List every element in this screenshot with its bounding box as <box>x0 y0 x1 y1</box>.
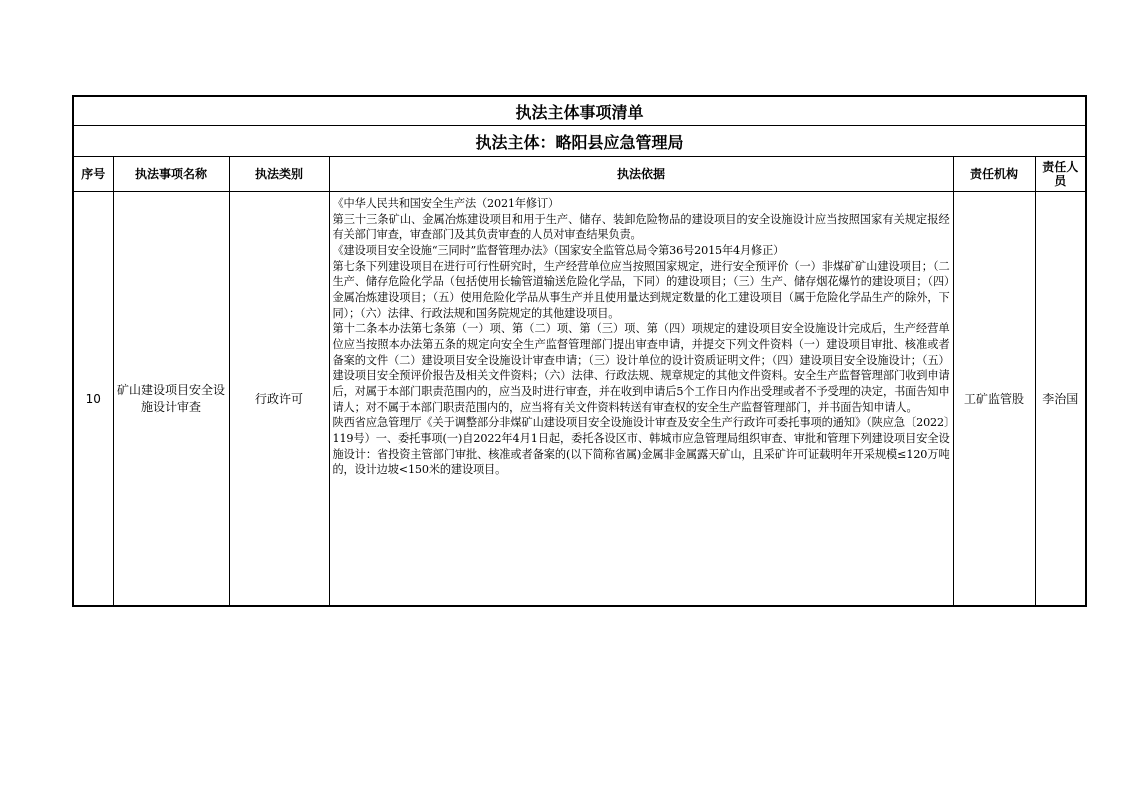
row-basis <box>329 192 953 607</box>
basis-paragraph: 第七条下列建设项目在进行可行性研究时，生产经营单位应当按照国家规定，进行安全预评价（一）非煤矿矿山建设项目；（二生产、储存危险化学品（包括使用长输管道输送危险化学品，下同）的建设项目；（三）生产、储存烟花爆竹的建设项目；（四）金属冶炼建设项目；（五）使用危险化学品从事生产并且使用量达到规定数量的化工建设项目（属于危险化学品生产的除外，下同）；（六）法律、行政法规和国务院规定的其他建设项目。 <box>332 259 950 320</box>
row-category: 行政许可 <box>229 192 329 607</box>
table-row <box>73 192 1086 607</box>
basis-paragraph: 陕西省应急管理厅《关于调整部分非煤矿山建设项目安全设施设计审查及安全生产行政许可委托事项的通知》（陕应急〔2022〕119号）一、委托事项(一)自2022年4月1日起，委托各设区市、韩城市应急管理局组织审查、审批和管理下列建设项目安全设施设计：省投资主管部门审批、核准或者备案的(以下简称省属)金属非金属露天矿山，且采矿许可证载明年开采规模≤120万吨的，设计边坡<150米的建设项目。 <box>332 416 950 477</box>
table-header-row <box>73 157 1086 192</box>
basis-paragraph: 《中华人民共和国安全生产法（2021年修订） <box>332 197 560 210</box>
header-person: 责任人员 <box>1035 157 1086 192</box>
basis-paragraph: 第三十三条矿山、金属冶炼建设项目和用于生产、储存、装卸危险物品的建设项目的安全设施设计应当按照国家有关规定报经有关部门审查，审查部门及其负责审查的人员对审查结果负责。 <box>332 212 950 242</box>
enforcement-subject: 执法主体：略阳县应急管理局 <box>73 126 1086 157</box>
header-matter-name: 执法事项名称 <box>113 157 229 192</box>
header-agency: 责任机构 <box>953 157 1035 192</box>
document-title: 执法主体事项清单 <box>73 96 1086 126</box>
basis-paragraph: 第十二条本办法第七条第（一）项、第（二）项、第（三）项、第（四）项规定的建设项目安全设施设计完成后，生产经营单位应当按照本办法第五条的规定向安全生产监督管理部门提出审查申请，并提交下列文件资料（一）建设项目审批、核准或者备案的文件（二）建设项目安全设施设计审查申请；（三）设计单位的设计资质证明文件；（四）建设项目安全设施设计；（五）建设项目安全预评价报告及相关文件资料；（六）法律、行政法规、规章规定的其他文件资料。安全生产监督管理部门收到申请后，对属于本部门职责范围内的，应当及时进行审查，并在收到申请后5个工作日内作出受理或者不予受理的决定，书面告知申请人；对不属于本部门职责范围内的，应当将有关文件资料转送有审查权的安全生产监督管理部门，并书面告知申请人。 <box>332 322 950 414</box>
header-basis: 执法依据 <box>329 157 953 192</box>
row-matter-name: 矿山建设项目安全设施设计审查 <box>113 192 229 607</box>
row-agency: 工矿监管股 <box>953 192 1035 607</box>
title-row <box>73 96 1086 126</box>
enforcement-matters-table <box>72 95 1087 607</box>
subtitle-row <box>73 126 1086 157</box>
row-seq: 10 <box>73 192 113 607</box>
basis-paragraph: 《建设项目安全设施“三同时”监督管理办法》（国家安全监管总局令第36号2015年4月修正） <box>332 243 785 257</box>
header-seq: 序号 <box>73 157 113 192</box>
header-category: 执法类别 <box>229 157 329 192</box>
row-person: 李治国 <box>1035 192 1086 607</box>
